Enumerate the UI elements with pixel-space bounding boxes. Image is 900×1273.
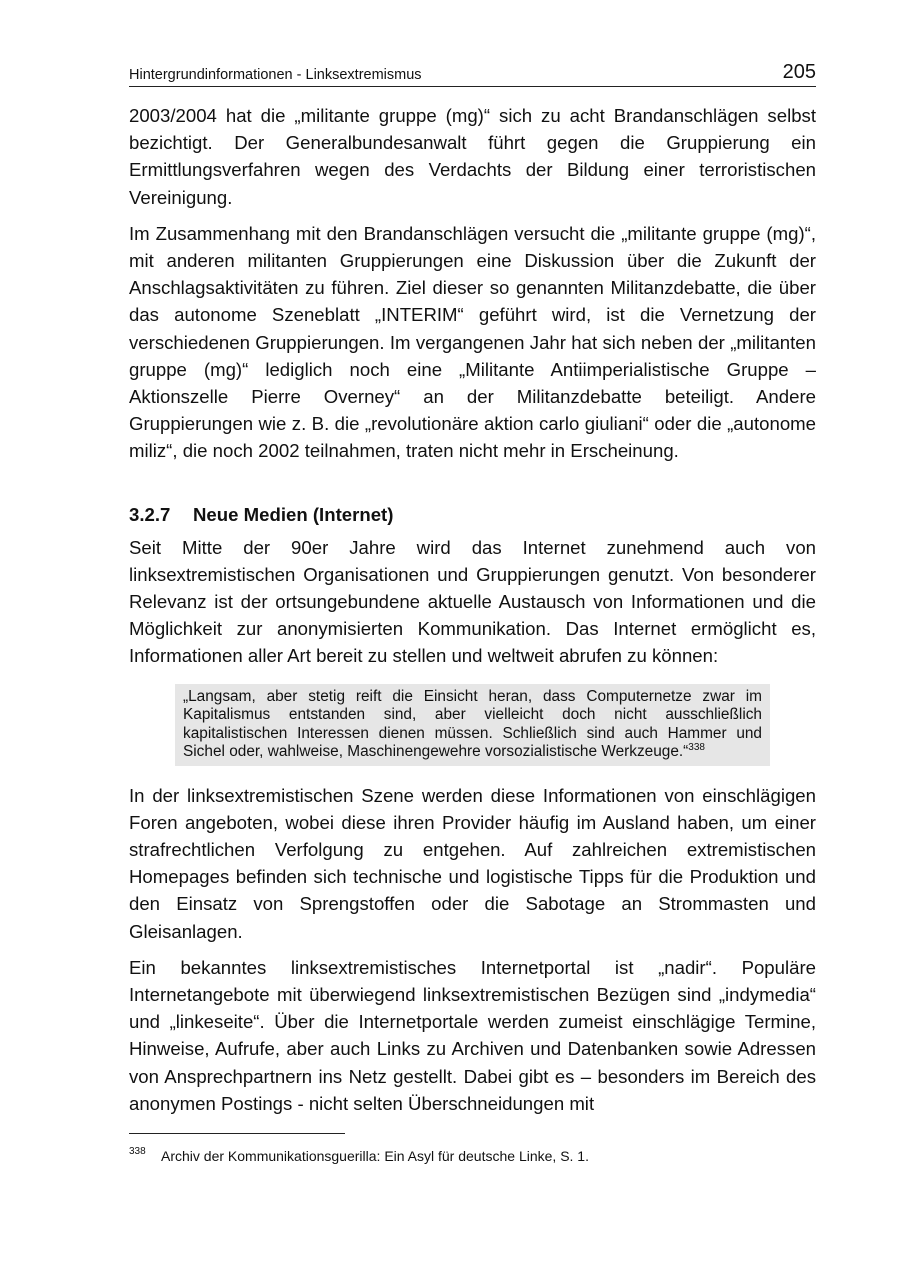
footnote bbox=[129, 1146, 816, 1166]
paragraph-4: In der linksextremistischen Szene werden diese Informationen von einschlägigen Foren angeboten, wobei diese ihren Provider häufig im Ausland haben, um einer strafrechtlichen Verfolgung zu entgehen. Auf zahlreichen extremistischen Homepages befinden sich technische und logistische Tipps für die Produktion und den Einsatz von Sprengstoffen oder die Sabotage an Strommasten und Gleisanlagen. bbox=[129, 784, 816, 942]
block-quote bbox=[175, 684, 770, 766]
paragraph-5: Ein bekanntes linksextremistisches Internetportal ist „nadir“. Populäre Internetangebote mit überwiegend linksextremistischen Bezügen sind „indymedia“ und „linkeseite“. Über die Internetportale werden zumeist einschlägige Termine, Hinweise, Aufrufe, aber auch Links zu Archiven und Datenbanken sowie Adressen von Ansprechpartnern ins Netz gestellt. Dabei gibt es – besonders im Bereich des anonymen Postings - nicht selten Überschneidungen mit bbox=[129, 956, 816, 1114]
body-text bbox=[129, 102, 816, 1126]
paragraph-2: Im Zusammenhang mit den Brandanschlägen versucht die „militante gruppe (mg)“, mit anderen militanten Gruppierungen eine Diskussion über die Zukunft der Anschlagsaktivitäten zu führen. Ziel dieser so genannten Militanzdebatte, die über das autonome Szeneblatt „INTERIM“ geführt wird, ist die Vernetzung der verschiedenen Gruppierungen. Im vergangenen Jahr hat sich neben der „militanten gruppe (mg)“ lediglich noch eine „Militante Antiimperialistische Gruppe – Aktionszelle Pierre Overney“ an der Militanzdebatte beteiligt. Andere Gruppierungen wie z. B. die „revolutionäre aktion carlo giuliani“ oder die „autonome miliz“, die noch 2002 teilnahmen, traten nicht mehr in Erscheinung. bbox=[129, 222, 816, 462]
section-heading bbox=[129, 501, 816, 528]
section-title: Neue Medien (Internet) bbox=[193, 503, 394, 525]
footnote-reference[interactable]: 338 bbox=[688, 742, 705, 754]
footnote-number: 338 bbox=[129, 1146, 146, 1157]
running-header bbox=[129, 62, 816, 87]
paragraph-3: Seit Mitte der 90er Jahre wird das Internet zunehmend auch von linksextremistischen Organisationen und Gruppierungen genutzt. Von besonderer Relevanz ist der ortsungebundene aktuelle Austausch von Informationen und die Möglichkeit zur anonymisierten Kommunikation. Das Internet ermöglicht es, Informationen aller Art bereit zu stellen und weltweit abrufen zu können: bbox=[129, 536, 816, 667]
page-number: 205 bbox=[782, 61, 816, 83]
paragraph-1: 2003/2004 hat die „militante gruppe (mg)“ sich zu acht Brandanschlägen selbst bezichtigt. Der Generalbundesanwalt führt gegen die Gruppierung ein Ermittlungsverfahren wegen des Verdachts der Bildung einer terroristischen Vereinigung. bbox=[129, 105, 816, 208]
footnote-text: Archiv der Kommunikationsguerilla: Ein Asyl für deutsche Linke, S. 1. bbox=[161, 1148, 589, 1164]
footnote-divider bbox=[129, 1133, 345, 1134]
header-title: Hintergrundinformationen - Linksextremismus bbox=[129, 67, 422, 83]
quote-text: „Langsam, aber stetig reift die Einsicht heran, dass Computernetze zwar im Kapitalismus entstanden sind, aber vielleicht doch nicht ausschließlich kapitalistischen Interessen dienen müssen. Schließlich sind auch Hammer und Sichel oder, wahlweise, Maschinengewehre vorsozialistische Werkzeuge.“ bbox=[183, 687, 762, 761]
section-number: 3.2.7 bbox=[129, 503, 171, 525]
